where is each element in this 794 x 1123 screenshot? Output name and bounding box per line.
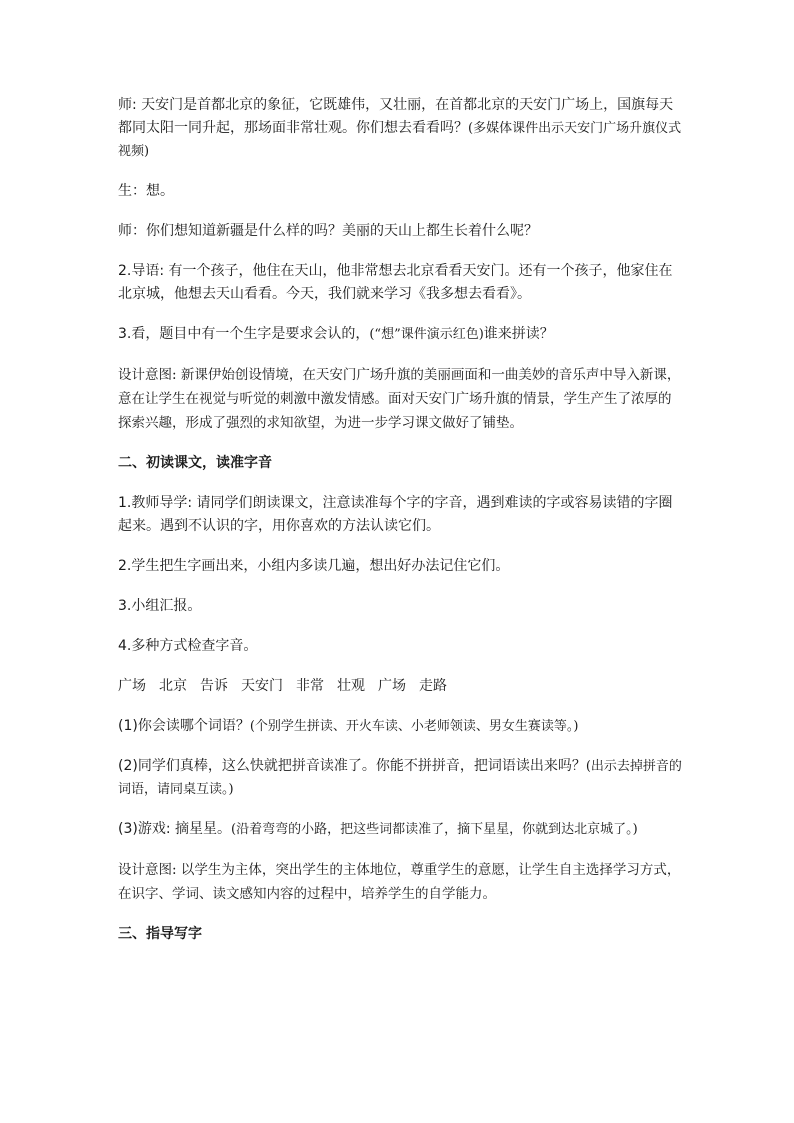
title-character-text: 3.看，题目中有一个生字是要求会认的， bbox=[118, 326, 370, 342]
paragraph-teacher-question: 师：你们想知道新疆是什么样的吗？美丽的天山上都生长着什么呢？ bbox=[118, 223, 538, 239]
paragraph-guide-intro: 2.导语: 有一个孩子，他住在天山，他非常想去北京看看天安门。还有一个孩子，他家住在北京城，他想去天山看看。今天，我们就来学习《我多想去看看》。 bbox=[118, 263, 673, 302]
section-heading-writing-guide: 三、指导写字 bbox=[118, 926, 202, 942]
vocab-word: 广场 bbox=[378, 678, 406, 694]
paragraph-check-pronunciation: 4.多种方式检查字音。 bbox=[118, 638, 258, 654]
paragraph-star-game bbox=[118, 818, 684, 841]
paragraph-student-reply: 生：想。 bbox=[118, 183, 174, 199]
star-game-text: (3)游戏: 摘星星。 bbox=[118, 821, 231, 837]
vocab-word: 壮观 bbox=[337, 678, 365, 694]
paragraph-design-intent-1: 设计意图: 新课伊始创设情境，在天安门广场升旗的美丽画面和一曲美妙的音乐声中导入新课，意在让学生在视觉与听觉的刺激中激发情感。面对天安门广场升旗的情景，学生产生了浓厚的探索兴趣，形成了强烈的求知欲望，为进一步学习课文做好了铺垫。 bbox=[118, 367, 681, 431]
which-word-note: (个别学生拼读、开火车读、小老师领读、男女生赛读等。) bbox=[249, 719, 579, 734]
vocab-word: 天安门 bbox=[241, 678, 283, 694]
paragraph-design-intent-2: 设计意图: 以学生为主体，突出学生的主体地位，尊重学生的意愿，让学生自主选择学习方式，在识字、学词、读文感知内容的过程中，培养学生的自学能力。 bbox=[118, 862, 681, 902]
star-game-note: (沿着弯弯的小路，把这些词都读准了，摘下星星，你就到达北京城了。) bbox=[231, 822, 638, 837]
vocab-word: 北京 bbox=[159, 678, 187, 694]
vocab-word: 非常 bbox=[296, 678, 324, 694]
section-heading-first-reading: 二、初读课文，读准字音 bbox=[118, 455, 272, 471]
vocabulary-list bbox=[118, 675, 684, 698]
paragraph-which-word bbox=[118, 715, 684, 738]
paragraph-no-pinyin bbox=[118, 755, 684, 801]
paragraph-teacher-guide: 1.教师导学: 请同学们朗读课文，注意读准每个字的字音，遇到难读的字或容易读错的字圈起来。遇到不认识的字，用你喜欢的方法认读它们。 bbox=[118, 495, 673, 534]
paragraph-mark-characters: 2.学生把生字画出来，小组内多读几遍，想出好办法记住它们。 bbox=[118, 558, 510, 574]
no-pinyin-text: (2)同学们真棒，这么快就把拼音读准了。你能不拼拼音，把词语读出来吗？ bbox=[118, 758, 586, 774]
no-pinyin-note: (出示去掉拼音的词语，请同桌互读。) bbox=[118, 759, 682, 797]
title-character-note: (“想”课件演示红色) bbox=[369, 327, 484, 342]
paragraph-group-report: 3.小组汇报。 bbox=[118, 598, 202, 614]
paragraph-title-character bbox=[118, 323, 684, 346]
teacher-intro-note: (多媒体课件出示天安门广场升旗仪式视频) bbox=[118, 121, 682, 159]
paragraph-teacher-intro bbox=[118, 94, 684, 163]
teacher-intro-text: 师: 天安门是首都北京的象征，它既雄伟，又壮丽，在首都北京的天安门广场上，国旗每天都同太阳一同升起，那场面非常壮观。你们想去看看吗？ bbox=[118, 97, 674, 136]
vocab-word: 走路 bbox=[419, 678, 447, 694]
vocab-word: 广场 bbox=[118, 678, 146, 694]
title-character-tail: 谁来拼读？ bbox=[483, 326, 554, 342]
document-page bbox=[118, 94, 684, 946]
vocab-word: 告诉 bbox=[200, 678, 228, 694]
which-word-text: (1)你会读哪个词语？ bbox=[118, 718, 250, 734]
